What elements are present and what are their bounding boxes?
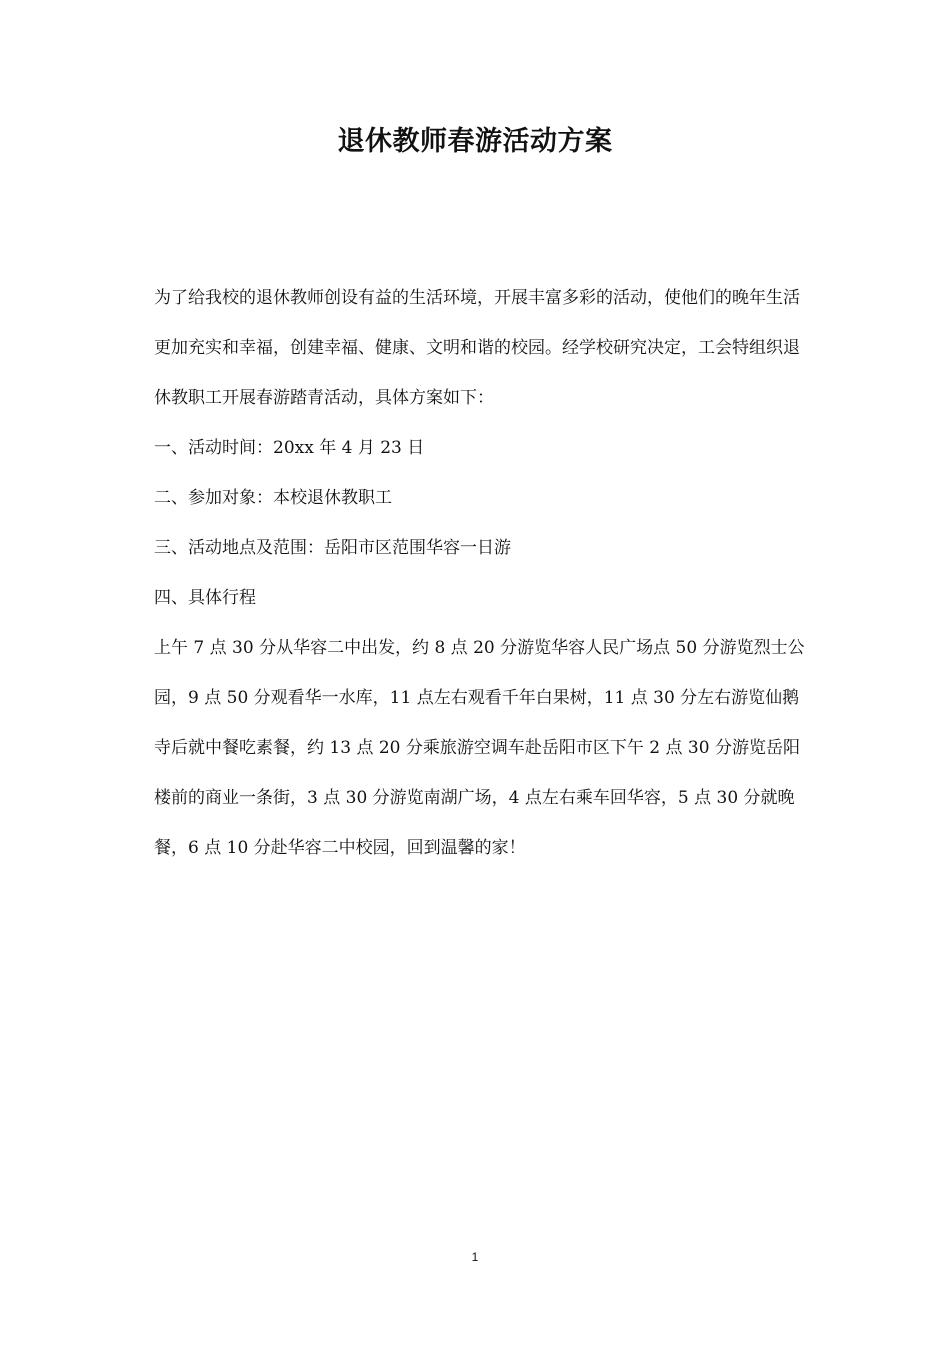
section-participants: 二、参加对象：本校退休教职工 — [154, 488, 392, 508]
intro-paragraph: 为了给我校的退休教师创设有益的生活环境，开展丰富多彩的活动，使他们的晚年生活更加充实和幸福，创建幸福、健康、文明和谐的校园。经学校研究决定，工会特组织退休教职工开展春游踏青活动，具体方案如下： — [154, 288, 800, 408]
document-title: 退休教师春游活动方案 — [337, 126, 613, 157]
section-itinerary-heading: 四、具体行程 — [154, 588, 256, 608]
itinerary-paragraph: 上午 7 点 30 分从华容二中出发，约 8 点 20 分游览华容人民广场点 50 分游览烈士公园，9 点 50 分观看华一水库，11 点左右观看千年白果树，11 点 30 分左右游览仙鹅寺后就中餐吃素餐，约 13 点 20 分乘旅游空调车赴岳阳市区下午 2 点 30 分游览岳阳楼前的商业一条街，3 点 30 分游览南湖广场，4 点左右乘车回华容，5 点 30 分就晚餐，6 点 10 分赴华容二中校园，回到温馨的家！ — [154, 638, 805, 858]
section-location: 三、活动地点及范围：岳阳市区范围华容一日游 — [154, 538, 511, 558]
section-activity-time: 一、活动时间：20xx 年 4 月 23 日 — [154, 438, 425, 458]
page-number: 1 — [471, 1250, 479, 1264]
document-body — [147, 273, 807, 873]
